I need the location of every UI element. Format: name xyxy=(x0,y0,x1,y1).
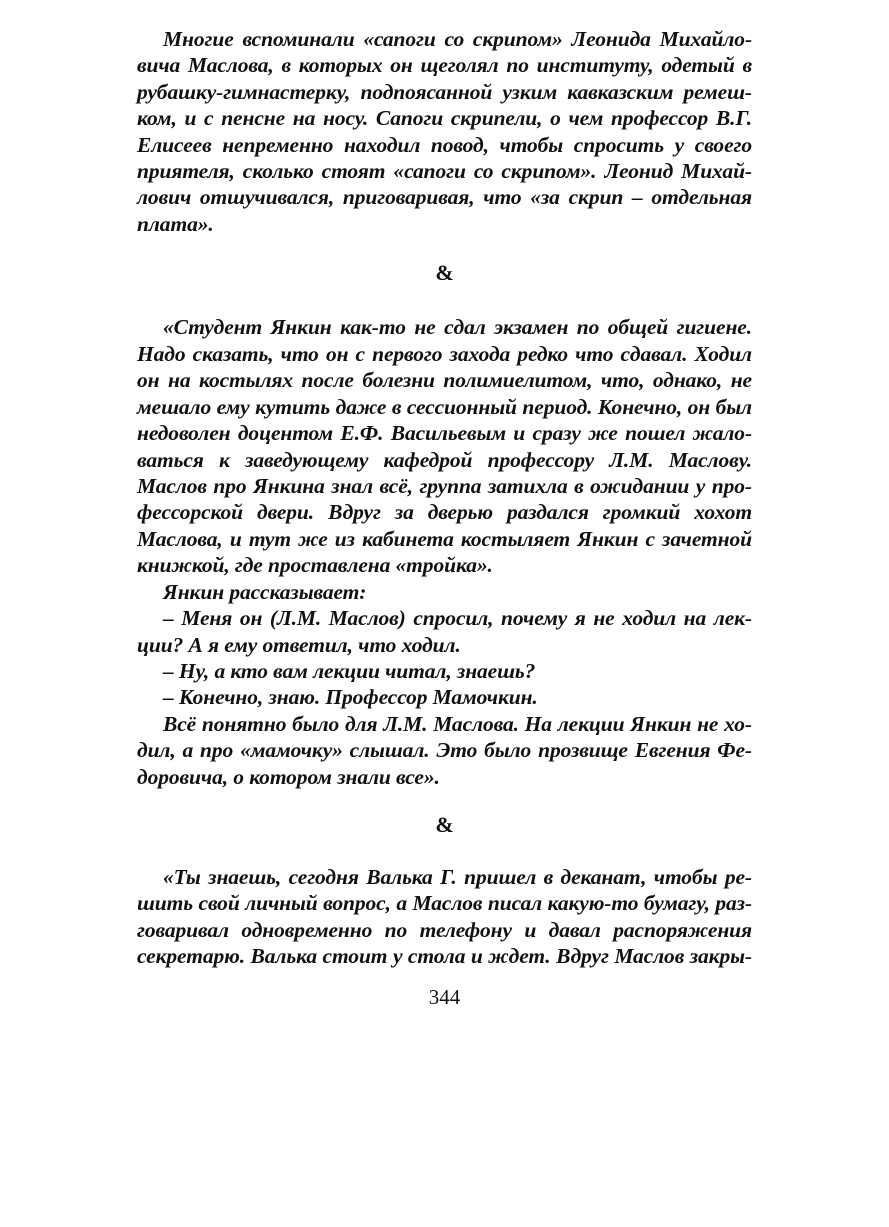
text-line: – Конечно, знаю. Профессор Мамочкин. xyxy=(163,685,538,709)
text-line: – Меня он (Л.М. Маслов) спросил, почему я не ходил на лек- xyxy=(163,606,752,630)
section-separator: & xyxy=(435,812,454,837)
text-line: книжкой, где проставлена «тройка». xyxy=(137,553,493,577)
text-line: Елисеев непременно находил повод, чтобы спросить у своего xyxy=(137,133,752,157)
text-line: Янкин рассказывает: xyxy=(163,580,367,604)
text-line: рубашку-гимнастерку, подпоясанной узким кавказским ремеш- xyxy=(137,80,752,104)
text-line: ваться к заведующему кафедрой профессору Л.М. Маслову. xyxy=(137,448,752,472)
text-line: вича Маслова, в которых он щеголял по институту, одетый в xyxy=(137,53,752,77)
text-line: говаривал одновременно по телефону и давал распоряжения xyxy=(137,918,752,942)
text-line: шить свой личный вопрос, а Маслов писал какую-то бумагу, раз- xyxy=(137,891,752,915)
text-line: он на костылях после болезни полимиелитом, что, однако, не xyxy=(137,368,752,392)
text-line: дил, а про «мамочку» слышал. Это было прозвище Евгения Фе- xyxy=(137,738,752,762)
page-number: 344 xyxy=(428,985,461,1009)
text-line: фессорской двери. Вдруг за дверью раздался громкий хохот xyxy=(137,500,752,524)
text-line: ции? А я ему ответил, что ходил. xyxy=(137,633,461,657)
text-line: секретарю. Валька стоит у стола и ждет. Вдруг Маслов закры- xyxy=(137,944,752,968)
text-line: Маслов про Янкина знал всё, группа затихла в ожидании у про- xyxy=(137,474,752,498)
text-line: – Ну, а кто вам лекции читал, знаешь? xyxy=(163,659,536,683)
text-line: мешало ему кутить даже в сессионный период. Конечно, он был xyxy=(137,395,752,419)
text-line: ком, и с пенсне на носу. Сапоги скрипели, о чем профессор В.Г. xyxy=(137,106,752,130)
text-line: Маслова, и тут же из кабинета костыляет Янкин с зачетной xyxy=(137,527,752,551)
text-line: плата». xyxy=(137,212,214,236)
text-line: «Студент Янкин как-то не сдал экзамен по общей гигиене. xyxy=(163,315,752,339)
text-line: лович отшучивался, приговаривая, что «за скрип – отдельная xyxy=(137,185,752,209)
text-line: «Ты знаешь, сегодня Валька Г. пришел в деканат, чтобы ре- xyxy=(163,865,752,889)
text-line: недоволен доцентом Е.Ф. Васильевым и сразу же пошел жало- xyxy=(137,421,752,445)
text-line: приятеля, сколько стоят «сапоги со скрипом». Леонид Михай- xyxy=(137,159,752,183)
text-line: Надо сказать, что он с первого захода редко что сдавал. Ходил xyxy=(137,342,752,366)
section-separator: & xyxy=(435,260,454,285)
text-line: доровича, о котором знали все». xyxy=(137,765,440,789)
text-line: Всё понятно было для Л.М. Маслова. На лекции Янкин не хо- xyxy=(163,712,752,736)
text-line: Многие вспоминали «сапоги со скрипом» Леонида Михайло- xyxy=(163,27,752,51)
